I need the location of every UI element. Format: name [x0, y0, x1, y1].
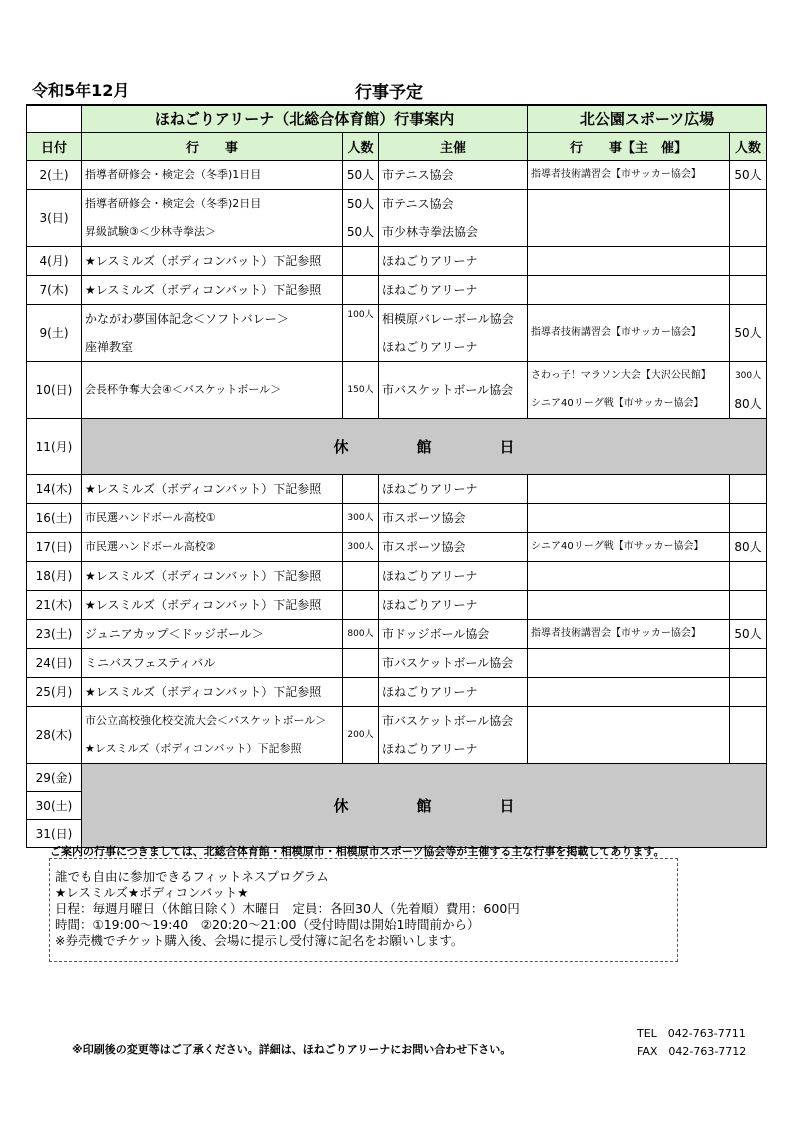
count-cell: [343, 246, 379, 275]
schedule-row: [27, 561, 767, 590]
attendance-count: 200人: [347, 729, 374, 740]
schedule-row: [27, 304, 767, 361]
count-cell: [343, 619, 379, 648]
schedule-row: [27, 503, 767, 532]
schedule-row: [27, 648, 767, 677]
schedule-row: [27, 532, 767, 561]
attendance-count: 50人: [346, 196, 375, 211]
date-cell: 30(土): [27, 791, 82, 819]
schedule-row: [27, 160, 767, 189]
col-host-header: 主催: [379, 132, 528, 160]
park-count-cell: [730, 189, 767, 246]
venue-arena-header: ほねごりアリーナ（北総合体育館）行事案内: [82, 105, 528, 132]
fitness-schedule: 日程：毎週月曜日（休館日除く）木曜日 定員：各回30人（先着順）費用：600円: [55, 901, 520, 916]
date-cell: 9(土): [27, 304, 82, 361]
count-cell: [343, 275, 379, 304]
col-park-count-header: 人数: [730, 132, 767, 160]
closed-day-label: 日: [499, 437, 515, 456]
park-count-cell: [730, 275, 767, 304]
schedule-row: [27, 361, 767, 418]
event-cell: [82, 561, 343, 590]
count-cell: [343, 561, 379, 590]
date-cell: 10(日): [27, 361, 82, 418]
date-cell: 16(土): [27, 503, 82, 532]
park-attendance-count: 80人: [734, 539, 762, 554]
park-event-cell: [528, 474, 730, 503]
host-cell: [379, 474, 528, 503]
park-count-cell: [730, 619, 767, 648]
closed-day-banner: [82, 763, 767, 847]
park-attendance-count: 80人: [734, 396, 762, 411]
date-cell: 25(月): [27, 677, 82, 706]
host-cell: [379, 619, 528, 648]
host-cell: [379, 275, 528, 304]
closed-day-label: 日: [499, 796, 515, 815]
schedule-row: [27, 246, 767, 275]
host-cell: [379, 246, 528, 275]
park-count-cell: [730, 706, 767, 763]
attendance-count: 800人: [347, 628, 374, 639]
host-name: 市テニス協会: [382, 196, 454, 211]
date-cell: 31(日): [27, 819, 82, 847]
host-name: ほねごりアリーナ: [382, 339, 478, 354]
host-cell: [379, 503, 528, 532]
count-cell: [343, 648, 379, 677]
count-cell: [343, 677, 379, 706]
event-cell: [82, 246, 343, 275]
event-name: 指導者研修会・検定会（冬季)2日目: [85, 196, 262, 210]
host-name: 市スポーツ協会: [382, 510, 466, 525]
event-name: ミニバスフェスティバル: [85, 655, 216, 670]
count-cell: [343, 304, 379, 361]
col-park-event-header: 行 事【主 催】: [528, 132, 730, 160]
date-cell: 24(日): [27, 648, 82, 677]
host-name: ほねごりアリーナ: [382, 253, 478, 268]
event-cell: [82, 532, 343, 561]
schedule-notice: ご案内の行事につきましては、北総合体育館・相模原市・相模原市スポーツ協会等が主催する主な行事を掲載してあります。: [50, 845, 665, 858]
host-name: 市ドッジボール協会: [382, 626, 490, 641]
host-name: 市バスケットボール協会: [382, 382, 514, 397]
attendance-count: 300人: [347, 541, 374, 552]
attendance-count: 100人: [347, 309, 374, 320]
schedule-row: [27, 275, 767, 304]
park-attendance-count: 50人: [734, 167, 762, 182]
date-cell: 14(木): [27, 474, 82, 503]
venue-blank-cell: [27, 105, 82, 132]
host-name: 相模原バレーボール協会: [382, 311, 514, 326]
date-cell: 18(月): [27, 561, 82, 590]
park-event-cell: [528, 246, 730, 275]
park-event-name: シニア40リーグ戦【市サッカー協会】: [531, 397, 704, 409]
count-cell: [343, 532, 379, 561]
event-name: 昇級試験③＜少林寺拳法＞: [85, 224, 216, 238]
park-event-cell: [528, 561, 730, 590]
park-event-cell: [528, 160, 730, 189]
date-cell: 29(金): [27, 763, 82, 791]
date-cell: 4(月): [27, 246, 82, 275]
event-name: ★レスミルズ（ボディコンバット）下記参照: [85, 597, 322, 612]
host-cell: [379, 590, 528, 619]
count-cell: [343, 189, 379, 246]
host-name: ほねごりアリーナ: [382, 741, 478, 756]
event-cell: [82, 619, 343, 648]
event-cell: [82, 275, 343, 304]
count-cell: [343, 160, 379, 189]
park-event-name: 指導者技術講習会【市サッカー協会】: [531, 627, 701, 639]
col-event-header: 行 事: [82, 132, 343, 160]
event-name: 指導者研修会・検定会（冬季)1日目: [85, 167, 262, 181]
event-name: ★レスミルズ（ボディコンバット）下記参照: [85, 741, 302, 755]
park-count-cell: [730, 246, 767, 275]
closed-day-label: 休: [333, 796, 349, 815]
event-name: ★レスミルズ（ボディコンバット）下記参照: [85, 684, 322, 699]
park-event-cell: [528, 275, 730, 304]
event-name: ★レスミルズ（ボディコンバット）下記参照: [85, 253, 322, 268]
date-cell: 2(土): [27, 160, 82, 189]
park-count-cell: [730, 590, 767, 619]
fitness-intro: 誰でも自由に参加できるフィットネスプログラム: [55, 869, 329, 884]
schedule-row: [27, 677, 767, 706]
attendance-count: 300人: [347, 512, 374, 523]
park-event-cell: [528, 619, 730, 648]
count-cell: [343, 590, 379, 619]
document-title: 行事予定: [355, 83, 423, 103]
venue-park-header: 北公園スポーツ広場: [528, 105, 767, 132]
footer-note: ※印刷後の変更等はご了承ください。詳細は、ほねごりアリーナにお問い合わせ下さい。: [72, 1043, 512, 1056]
park-event-cell: [528, 590, 730, 619]
host-cell: [379, 561, 528, 590]
event-name: かながわ夢国体記念＜ソフトバレー＞: [85, 311, 289, 326]
event-cell: [82, 648, 343, 677]
host-cell: [379, 361, 528, 418]
event-name: 市民選ハンドボール高校①: [85, 510, 216, 524]
schedule-row: [27, 706, 767, 763]
park-count-cell: [730, 532, 767, 561]
park-event-cell: [528, 361, 730, 418]
document-date: 令和5年12月: [32, 81, 130, 100]
event-cell: [82, 503, 343, 532]
event-name: ★レスミルズ（ボディコンバット）下記参照: [85, 568, 322, 583]
host-name: 市バスケットボール協会: [382, 655, 514, 670]
park-event-cell: [528, 304, 730, 361]
host-name: ほねごりアリーナ: [382, 684, 478, 699]
host-name: 市少林寺拳法協会: [382, 224, 479, 239]
date-cell: 17(日): [27, 532, 82, 561]
closed-day-banner: [82, 418, 767, 474]
fitness-times: 時間：①19:00～19:40 ②20:20～21:00（受付時間は開始1時間前から）: [55, 917, 480, 932]
park-event-cell: [528, 189, 730, 246]
event-cell: [82, 706, 343, 763]
park-attendance-count: 300人: [734, 370, 762, 381]
host-name: ほねごりアリーナ: [382, 481, 478, 496]
col-count-header: 人数: [343, 132, 379, 160]
host-name: 市バスケットボール協会: [382, 713, 514, 728]
schedule-row: [27, 590, 767, 619]
count-cell: [343, 474, 379, 503]
park-count-cell: [730, 503, 767, 532]
host-name: 市テニス協会: [382, 167, 454, 182]
park-count-cell: [730, 474, 767, 503]
park-event-name: 指導者技術講習会【市サッカー協会】: [531, 168, 701, 180]
event-cell: [82, 590, 343, 619]
closed-day-label: 館: [416, 796, 432, 815]
park-event-name: シニア40リーグ戦【市サッカー協会】: [531, 540, 704, 552]
event-cell: [82, 160, 343, 189]
fax-number: FAX 042-763-7712: [637, 1045, 747, 1058]
event-name: ★レスミルズ（ボディコンバット）下記参照: [85, 481, 322, 496]
event-cell: [82, 677, 343, 706]
event-name: 座禅教室: [85, 339, 134, 354]
event-cell: [82, 474, 343, 503]
col-date-header: 日付: [27, 132, 82, 160]
attendance-count: 50人: [346, 224, 375, 239]
fitness-ticket-note: ※券売機でチケット購入後、会場に提示し受付簿に記名をお願いします。: [55, 933, 464, 948]
host-cell: [379, 160, 528, 189]
attendance-count: 150人: [347, 384, 374, 395]
schedule-table: [26, 104, 767, 848]
event-name: ★レスミルズ（ボディコンバット）下記参照: [85, 282, 322, 297]
park-event-cell: [528, 532, 730, 561]
event-cell: [82, 189, 343, 246]
event-name: 会長杯争奪大会④＜バスケットボール＞: [85, 382, 282, 396]
date-cell: 21(木): [27, 590, 82, 619]
date-cell: 11(月): [27, 418, 82, 474]
closed-day-label: 館: [416, 437, 432, 456]
event-name: ジュニアカップ＜ドッジボール＞: [85, 626, 264, 641]
date-cell: 28(木): [27, 706, 82, 763]
event-name: 市公立高校強化校交流大会＜バスケットボール＞: [85, 713, 327, 727]
park-event-cell: [528, 677, 730, 706]
tel-number: TEL 042-763-7711: [637, 1027, 746, 1040]
park-count-cell: [730, 648, 767, 677]
event-cell: [82, 361, 343, 418]
host-cell: [379, 706, 528, 763]
fitness-program-name: ★レスミルズ★ボディコンバット★: [55, 885, 249, 900]
host-cell: [379, 648, 528, 677]
schedule-row: [27, 189, 767, 246]
park-count-cell: [730, 304, 767, 361]
host-name: ほねごりアリーナ: [382, 568, 478, 583]
closed-day-label: 休: [333, 437, 349, 456]
date-cell: 3(日): [27, 189, 82, 246]
host-name: ほねごりアリーナ: [382, 282, 478, 297]
host-cell: [379, 304, 528, 361]
host-name: 市スポーツ協会: [382, 539, 466, 554]
event-name: 市民選ハンドボール高校②: [85, 539, 216, 553]
park-attendance-count: 50人: [734, 626, 762, 641]
date-cell: 7(木): [27, 275, 82, 304]
host-cell: [379, 189, 528, 246]
park-attendance-count: 50人: [734, 325, 762, 340]
date-cell: 23(土): [27, 619, 82, 648]
schedule-row: [27, 619, 767, 648]
fitness-program-box: [49, 858, 678, 962]
host-name: ほねごりアリーナ: [382, 597, 478, 612]
count-cell: [343, 361, 379, 418]
host-cell: [379, 532, 528, 561]
count-cell: [343, 706, 379, 763]
park-count-cell: [730, 561, 767, 590]
count-cell: [343, 503, 379, 532]
park-count-cell: [730, 160, 767, 189]
attendance-count: 50人: [346, 167, 375, 182]
park-count-cell: [730, 361, 767, 418]
park-event-cell: [528, 706, 730, 763]
schedule-row: [27, 474, 767, 503]
event-cell: [82, 304, 343, 361]
park-event-cell: [528, 648, 730, 677]
park-count-cell: [730, 677, 767, 706]
park-event-name: さわっ子！マラソン大会【大沢公民館】: [531, 369, 711, 381]
host-cell: [379, 677, 528, 706]
park-event-cell: [528, 503, 730, 532]
park-event-name: 指導者技術講習会【市サッカー協会】: [531, 326, 701, 338]
